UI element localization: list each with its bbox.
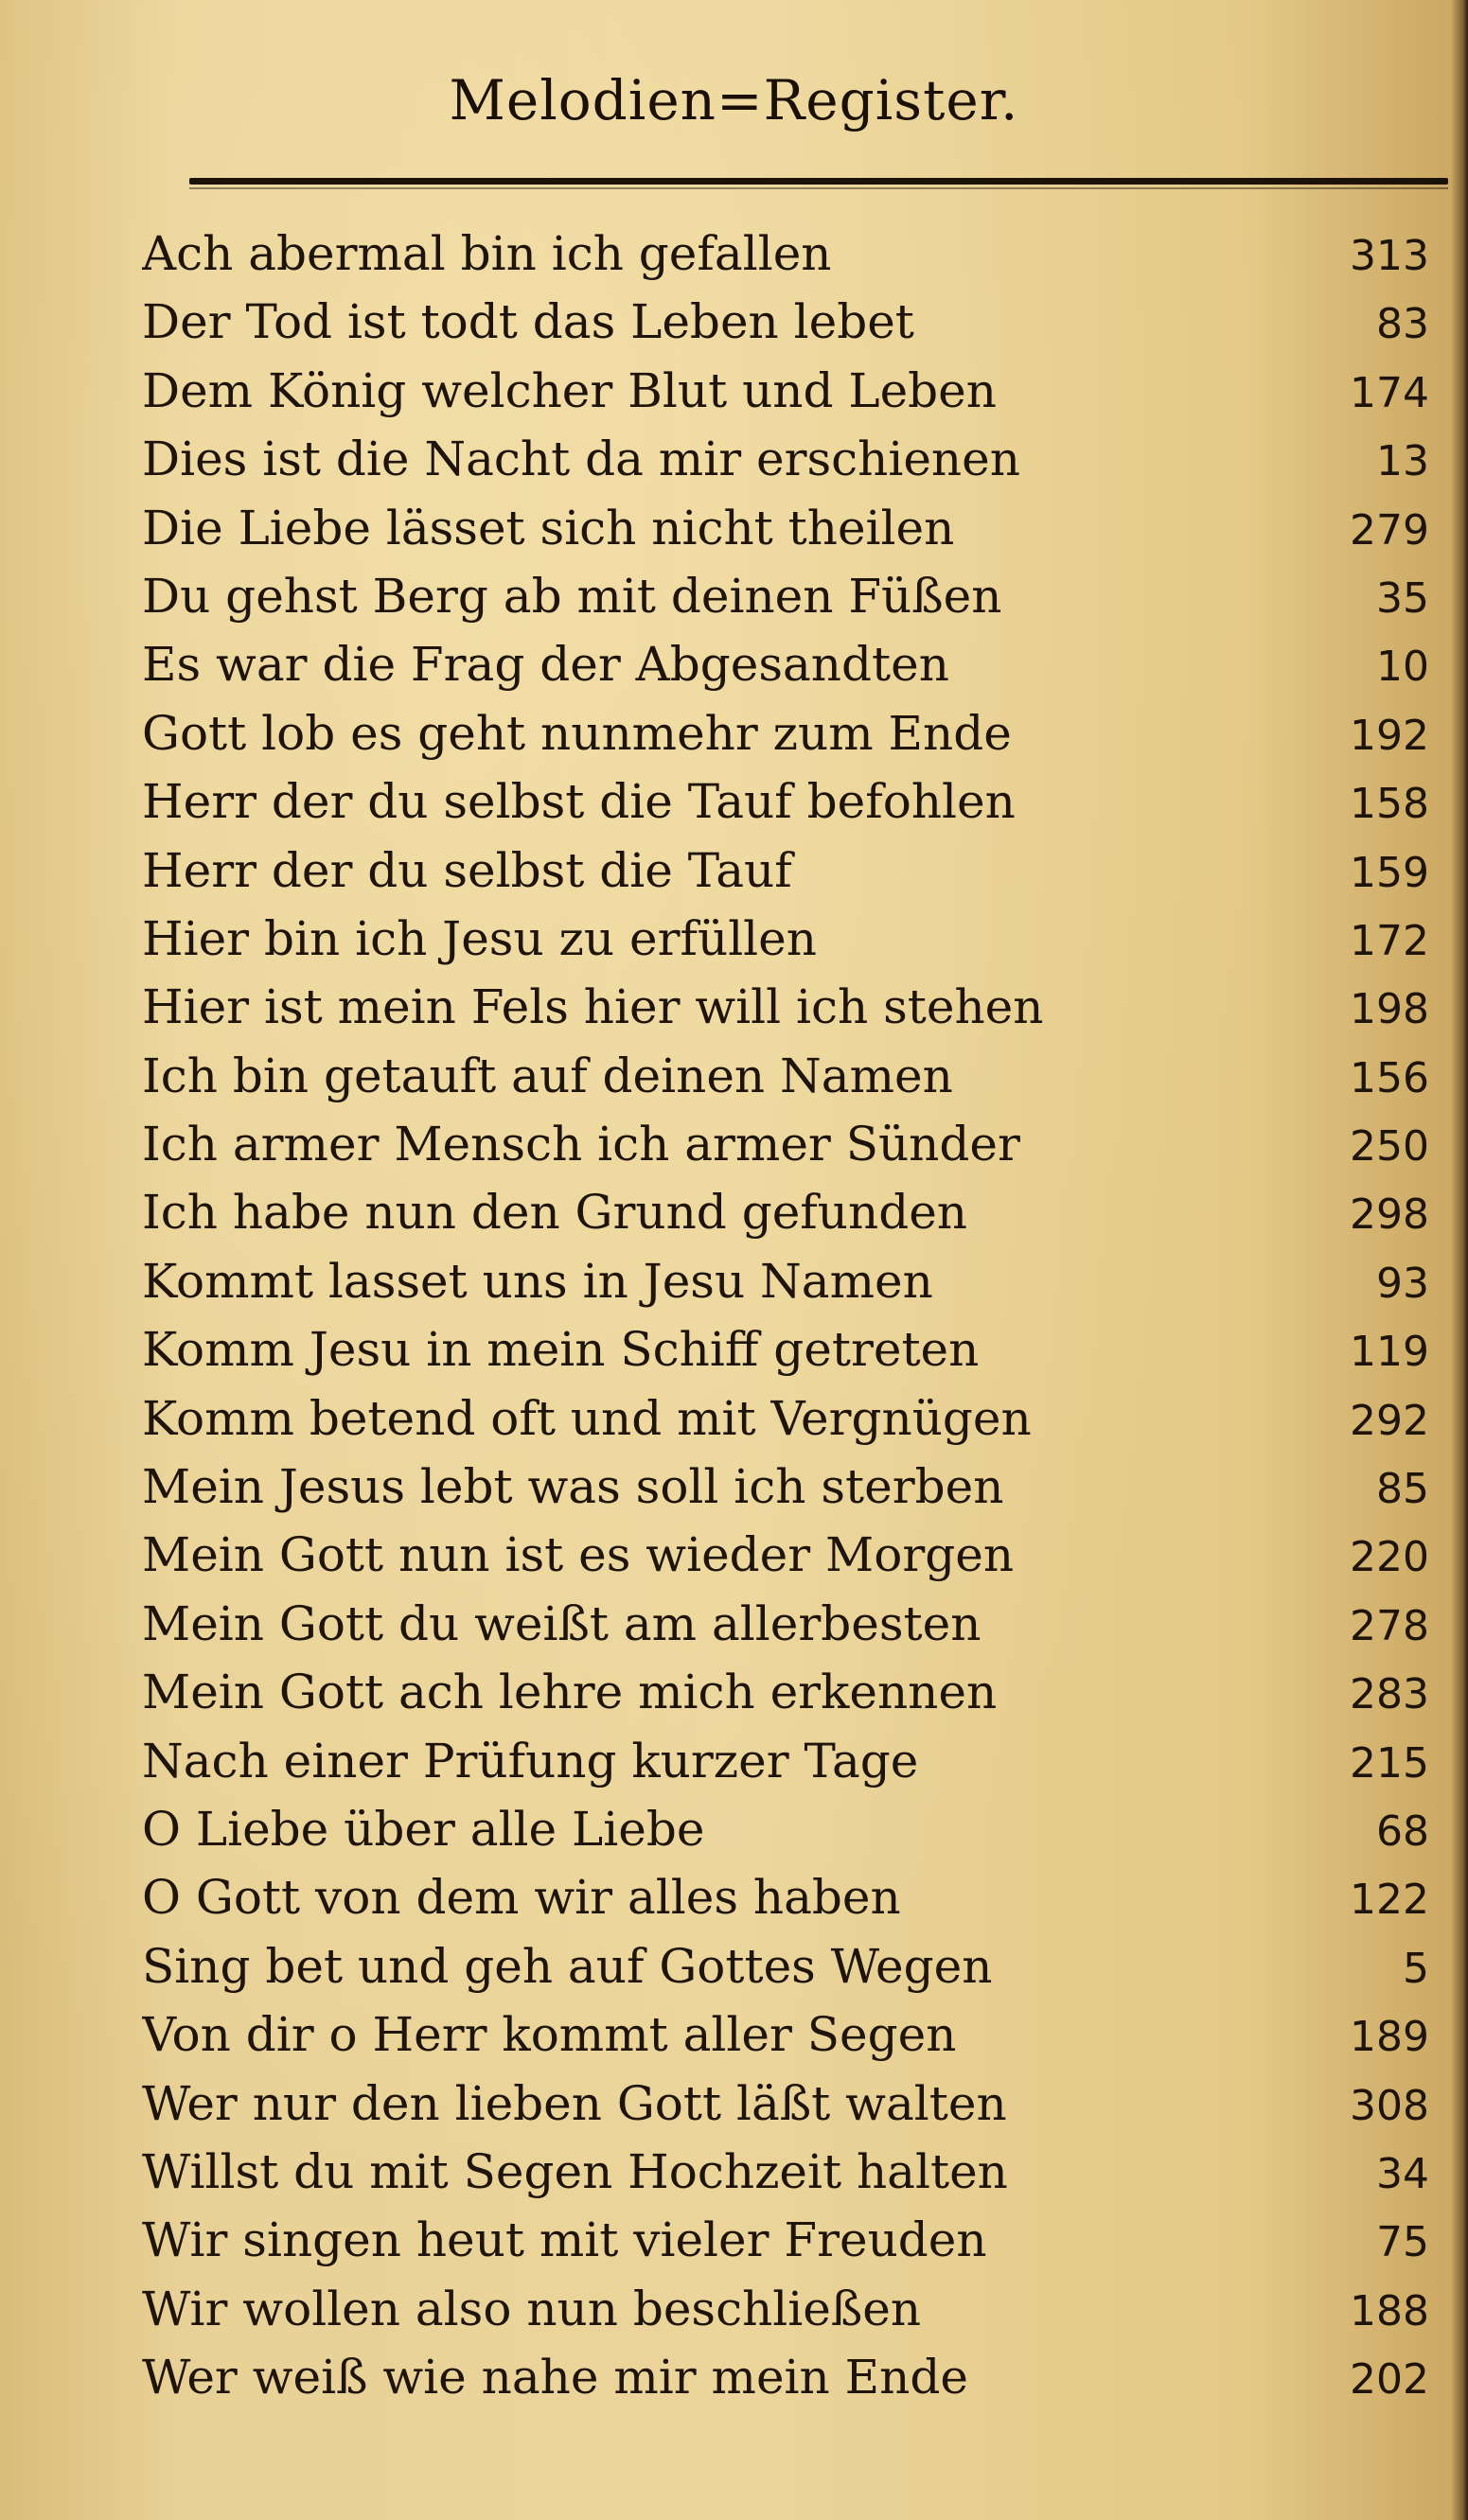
entry-title: Der Tod ist todt das Leben lebet [142, 294, 914, 350]
entry-page-number: 174 [1350, 368, 1429, 417]
index-entry [142, 1727, 1429, 1795]
index-entry [142, 1590, 1429, 1658]
entry-page-number: 202 [1350, 2355, 1429, 2405]
index-entry [142, 1315, 1429, 1383]
entry-page-number: 119 [1350, 1328, 1429, 1377]
page-edge-shadow [1451, 0, 1468, 2520]
entry-page-number: 85 [1376, 1465, 1429, 1514]
entry-title: Sing bet und geh auf Gottes Wegen [142, 1938, 993, 1994]
index-entry [142, 1521, 1429, 1589]
index-entry [142, 837, 1429, 905]
entry-title: Dies ist die Nacht da mir erschienen [142, 432, 1020, 487]
index-entry [142, 1178, 1429, 1246]
entry-title: Ich bin getauft auf deinen Namen [142, 1048, 953, 1103]
entry-title: Komm betend oft und mit Vergnügen [142, 1390, 1032, 1446]
index-entry [142, 288, 1429, 356]
entry-title: Herr der du selbst die Tauf befohlen [142, 774, 1016, 830]
entry-title: Kommt lasset uns in Jesu Namen [142, 1253, 933, 1309]
entry-page-number: 308 [1350, 2081, 1429, 2130]
entry-title: Mein Gott ach lehre mich erkennen [142, 1665, 998, 1720]
entry-page-number: 278 [1350, 1601, 1429, 1650]
entry-page-number: 188 [1350, 2286, 1429, 2335]
entry-page-number: 122 [1350, 1876, 1429, 1925]
entry-title: Hier ist mein Fels hier will ich stehen [142, 979, 1044, 1035]
entry-page-number: 83 [1376, 300, 1429, 349]
entry-page-number: 189 [1350, 2013, 1429, 2062]
entry-title: Mein Gott du weißt am allerbesten [142, 1595, 982, 1651]
entry-title: Von dir o Herr kommt aller Segen [142, 2007, 957, 2063]
entry-page-number: 283 [1350, 1670, 1429, 1719]
entry-page-number: 250 [1350, 1122, 1429, 1172]
entry-page-number: 75 [1376, 2218, 1429, 2267]
entry-title: Du gehst Berg ab mit deinen Füßen [142, 568, 1002, 624]
entry-title: Mein Gott nun ist es wieder Morgen [142, 1527, 1015, 1583]
entry-title: Die Liebe lässet sich nicht theilen [142, 500, 955, 555]
entry-page-number: 13 [1376, 437, 1429, 486]
entry-title: O Gott von dem wir alles haben [142, 1870, 901, 1926]
index-entry [142, 494, 1429, 562]
entry-title: Gott lob es geht nunmehr zum Ende [142, 705, 1012, 761]
index-entry [142, 2000, 1429, 2069]
entry-title: Dem König welcher Blut und Leben [142, 362, 997, 418]
index-entry [142, 2206, 1429, 2274]
index-entry [142, 1247, 1429, 1315]
entry-page-number: 156 [1350, 1053, 1429, 1102]
entry-page-number: 313 [1350, 232, 1429, 280]
entry-title: Komm Jesu in mein Schiff getreten [142, 1322, 980, 1378]
entry-title: O Liebe über alle Liebe [142, 1801, 705, 1857]
entry-page-number: 35 [1376, 573, 1429, 623]
entry-title: Es war die Frag der Abgesandten [142, 637, 949, 693]
entry-title: Willst du mit Segen Hochzeit halten [142, 2143, 1008, 2199]
index-entry [142, 1384, 1429, 1453]
entry-page-number: 158 [1350, 780, 1429, 829]
index-entry [142, 905, 1429, 973]
entry-title: Ach abermal bin ich gefallen [142, 226, 832, 281]
index-entry [142, 1658, 1429, 1726]
entry-page-number: 198 [1350, 985, 1429, 1034]
index-entry [142, 2275, 1429, 2343]
index-entry [142, 1042, 1429, 1110]
index-entry [142, 425, 1429, 493]
entry-page-number: 10 [1376, 643, 1429, 692]
entry-title: Ich habe nun den Grund gefunden [142, 1185, 967, 1241]
header-rule [189, 178, 1448, 185]
entry-title: Wer weiß wie nahe mir mein Ende [142, 2350, 968, 2405]
entry-title: Wir wollen also nun beschließen [142, 2281, 922, 2336]
index-entry [142, 767, 1429, 836]
entry-page-number: 5 [1403, 1944, 1429, 1993]
index-entry [142, 562, 1429, 630]
entry-page-number: 192 [1350, 711, 1429, 760]
index-entry [142, 2070, 1429, 2138]
entry-title: Nach einer Prüfung kurzer Tage [142, 1733, 919, 1789]
entry-page-number: 34 [1376, 2149, 1429, 2198]
entry-title: Wer nur den lieben Gott läßt walten [142, 2075, 1007, 2131]
index-entry [142, 699, 1429, 767]
index-entry [142, 1110, 1429, 1178]
index-entry [142, 357, 1429, 425]
entry-page-number: 279 [1350, 505, 1429, 555]
entry-page-number: 68 [1376, 1806, 1429, 1856]
entry-title: Wir singen heut mit vieler Freuden [142, 2212, 987, 2268]
page-header: Melodien=Register. [449, 68, 1019, 132]
entry-title: Herr der du selbst die Tauf [142, 842, 792, 898]
header-rule-shadow [189, 187, 1448, 189]
index-entry [142, 1863, 1429, 1931]
entry-page-number: 93 [1376, 1259, 1429, 1308]
index-entry [142, 2138, 1429, 2206]
index-entry [142, 630, 1429, 698]
index-entry [142, 220, 1429, 288]
index-entry [142, 1932, 1429, 2000]
entry-title: Ich armer Mensch ich armer Sünder [142, 1117, 1020, 1172]
index-entry [142, 973, 1429, 1041]
index-entry [142, 2343, 1429, 2411]
entry-page-number: 172 [1350, 916, 1429, 965]
entry-title: Hier bin ich Jesu zu erfüllen [142, 910, 817, 966]
entry-title: Mein Jesus lebt was soll ich sterben [142, 1459, 1004, 1515]
melody-index-list [142, 220, 1429, 2412]
entry-page-number: 220 [1350, 1533, 1429, 1582]
entry-page-number: 292 [1350, 1396, 1429, 1445]
entry-page-number: 159 [1350, 848, 1429, 897]
index-entry [142, 1795, 1429, 1863]
entry-page-number: 215 [1350, 1738, 1429, 1788]
entry-page-number: 298 [1350, 1190, 1429, 1240]
index-entry [142, 1453, 1429, 1521]
